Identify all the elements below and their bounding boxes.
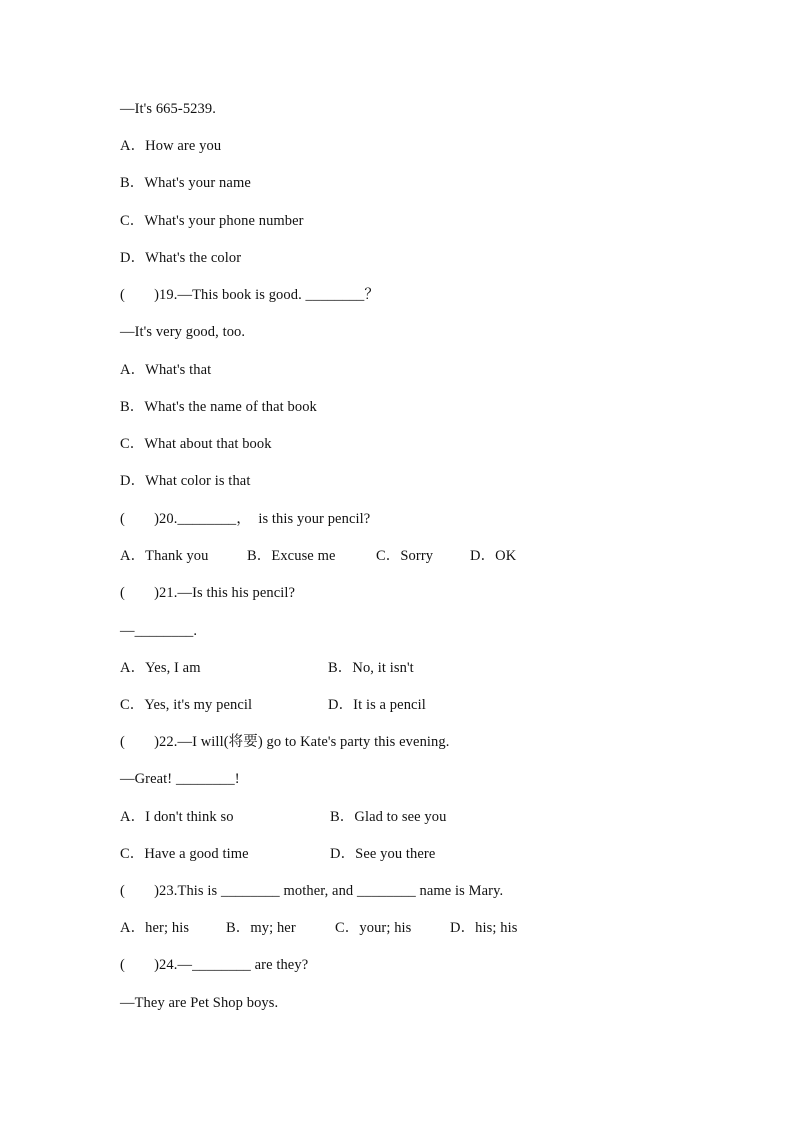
options-row-q20 — [120, 546, 540, 566]
options-row-q21-ab — [120, 658, 460, 678]
options-row-q23 — [120, 918, 540, 938]
option-b-q23: B．my; her — [226, 920, 296, 936]
option-d-q21: D．It is a pencil — [328, 697, 426, 713]
question-20: ( )20.________， is this your pencil? — [120, 511, 371, 527]
options-row-q22-ab — [120, 807, 480, 827]
dialogue-q19-reply: —It's very good, too. — [120, 324, 246, 340]
option-a-q20: A．Thank you — [120, 548, 209, 564]
options-row-q22-cd — [120, 844, 480, 864]
option-d-q18: D．What's the color — [120, 250, 242, 266]
option-b-q20: B．Excuse me — [247, 548, 336, 564]
option-c-q21: C．Yes, it's my pencil — [120, 697, 253, 713]
question-21: ( )21.—Is this his pencil? — [120, 585, 296, 601]
dialogue-q22-reply: —Great! ________! — [120, 771, 240, 787]
option-a-q18: A．How are you — [120, 138, 222, 154]
option-c-q22: C．Have a good time — [120, 846, 249, 862]
dialogue-q24-reply: —They are Pet Shop boys. — [120, 995, 279, 1011]
option-b-q21: B．No, it isn't — [328, 660, 414, 676]
option-a-q19: A．What's that — [120, 362, 212, 378]
option-d-q19: D．What color is that — [120, 473, 251, 489]
option-c-q23: C．your; his — [335, 920, 412, 936]
option-c-q19: C．What about that book — [120, 436, 272, 452]
option-d-q20: D．OK — [470, 548, 517, 564]
option-a-q23: A．her; his — [120, 920, 190, 936]
option-c-q20: C．Sorry — [376, 548, 434, 564]
question-22: ( )22.—I will(将要) go to Kate's party this evening. — [120, 734, 450, 750]
option-b-q22: B．Glad to see you — [330, 809, 447, 825]
option-d-q22: D．See you there — [330, 846, 436, 862]
dialogue-q21-reply: —________. — [120, 623, 198, 639]
option-a-q22: A．I don't think so — [120, 809, 234, 825]
option-c-q18: C．What's your phone number — [120, 213, 304, 229]
options-row-q21-cd — [120, 695, 460, 715]
answer-line-phone: —It's 665-5239. — [120, 101, 216, 117]
option-d-q23: D．his; his — [450, 920, 518, 936]
question-24: ( )24.—________ are they? — [120, 957, 309, 973]
question-19: ( )19.—This book is good. ________？ — [120, 287, 379, 303]
option-b-q18: B．What's your name — [120, 175, 251, 191]
question-23: ( )23.This is ________ mother, and ________ name is Mary. — [120, 883, 504, 899]
option-b-q19: B．What's the name of that book — [120, 399, 317, 415]
option-a-q21: A．Yes, I am — [120, 660, 201, 676]
